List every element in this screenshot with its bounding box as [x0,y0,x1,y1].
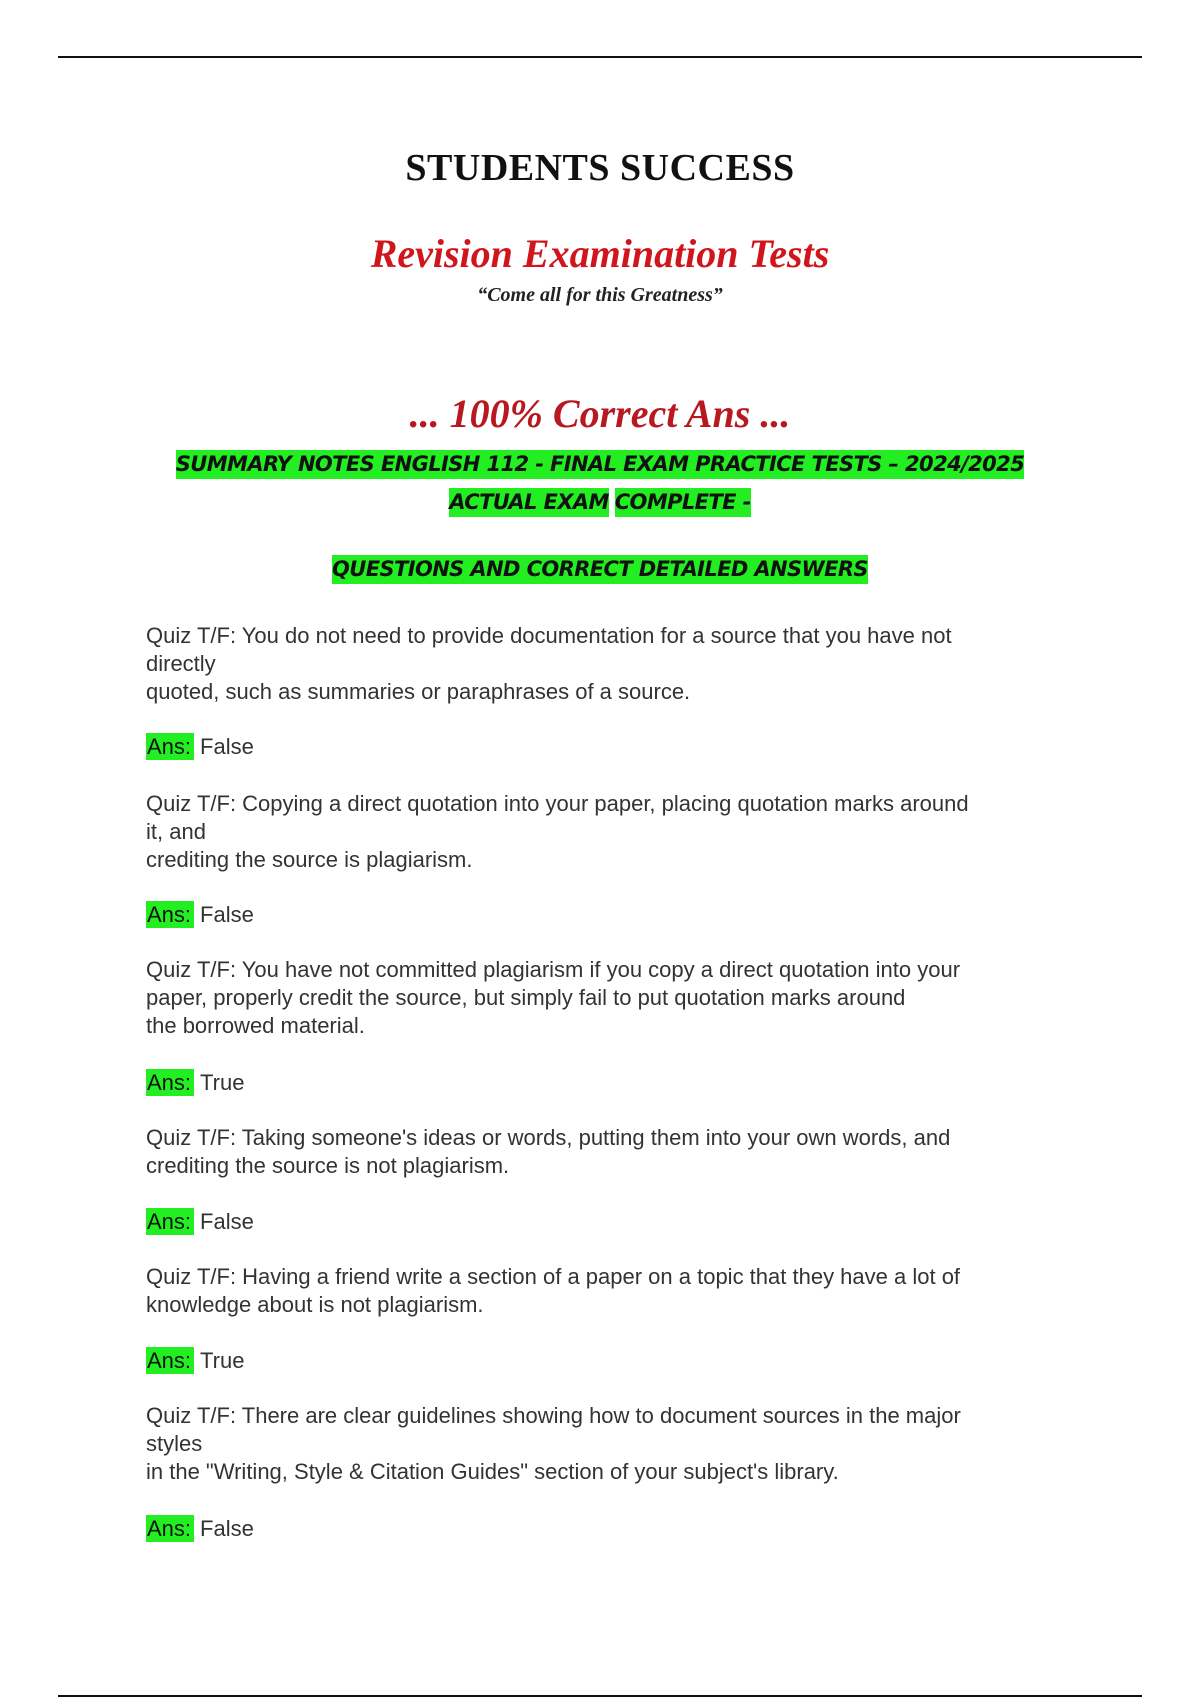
answer-label: Ans: [146,1347,194,1374]
question-5 [146,1263,1066,1319]
question-2 [146,790,1066,874]
question-line: crediting the source is plagiarism. [146,847,473,872]
answer-value: False [200,1516,254,1541]
bottom-rule [58,1695,1142,1697]
answer-5 [146,1347,244,1375]
highlighted-actual-exam: ACTUAL EXAM [449,488,608,517]
answer-value: False [200,734,254,759]
question-6 [146,1402,1066,1486]
question-line: quoted, such as summaries or paraphrases of a source. [146,679,691,704]
questions-heading [0,557,1200,581]
tagline: “Come all for this Greatness” [477,284,723,306]
answer-6 [146,1515,254,1543]
question-line: directly [146,651,216,676]
question-line: Quiz T/F: Copying a direct quotation into your paper, placing quotation marks around [146,791,969,816]
answer-4 [146,1208,254,1236]
answer-value: False [200,902,254,927]
question-4 [146,1124,1066,1180]
highlighted-complete: COMPLETE - [615,488,751,517]
question-line: knowledge about is not plagiarism. [146,1292,484,1317]
question-line: Quiz T/F: Having a friend write a section of a paper on a topic that they have a lot of [146,1264,961,1289]
top-rule [58,56,1142,58]
question-line: the borrowed material. [146,1013,365,1038]
answer-value: False [200,1209,254,1234]
highlighted-heading-text: SUMMARY NOTES ENGLISH 112 - FINAL EXAM PRACTICE TESTS – 2024/2025 [176,450,1024,479]
answer-2 [146,901,254,929]
answer-label: Ans: [146,1069,194,1096]
answer-3 [146,1069,244,1097]
question-line: Quiz T/F: You have not committed plagiarism if you copy a direct quotation into your [146,957,961,982]
question-line: paper, properly credit the source, but simply fail to put quotation marks around [146,985,906,1010]
question-3 [146,956,1066,1040]
question-line: crediting the source is not plagiarism. [146,1153,510,1178]
summary-heading-line-2 [0,490,1200,514]
question-line: in the "Writing, Style & Citation Guides" section of your subject's library. [146,1459,839,1484]
question-line: Quiz T/F: You do not need to provide documentation for a source that you have not [146,623,952,648]
question-1 [146,622,1066,706]
highlighted-questions-heading: QUESTIONS AND CORRECT DETAILED ANSWERS [332,555,868,584]
answer-label: Ans: [146,733,194,760]
answer-value: True [200,1070,245,1095]
answer-1 [146,733,254,761]
document-title: STUDENTS SUCCESS [405,147,795,189]
answer-label: Ans: [146,1208,194,1235]
answer-label: Ans: [146,901,194,928]
answer-label: Ans: [146,1515,194,1542]
document-subtitle: Revision Examination Tests [370,231,830,276]
question-line: Quiz T/F: Taking someone's ideas or words, putting them into your own words, and [146,1125,951,1150]
question-line: styles [146,1431,203,1456]
answer-value: True [200,1348,245,1373]
question-line: Quiz T/F: There are clear guidelines showing how to document sources in the major [146,1403,961,1428]
correct-answers-banner: ... 100% Correct Ans ... [409,391,791,436]
summary-heading-line-1 [0,452,1200,476]
question-line: it, and [146,819,206,844]
